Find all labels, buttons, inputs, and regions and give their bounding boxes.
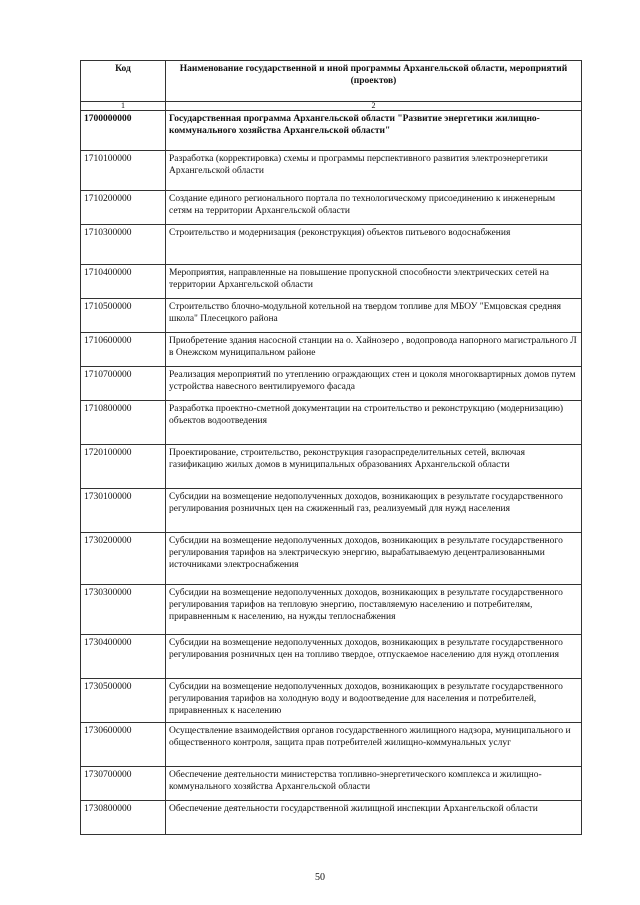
column-index-row bbox=[81, 102, 582, 111]
table-row bbox=[81, 225, 582, 265]
row-code: 1700000000 bbox=[81, 111, 166, 151]
row-code: 1710100000 bbox=[81, 151, 166, 191]
page-number: 50 bbox=[315, 872, 325, 883]
row-name: Разработка проектно-сметной документации на строительство и реконструкцию (модернизацию) объектов водоотведения bbox=[166, 401, 582, 445]
table-row bbox=[81, 489, 582, 533]
row-code: 1730500000 bbox=[81, 679, 166, 723]
row-name: Субсидии на возмещение недополученных доходов, возникающих в результате государственного регулирования тарифов на холодную воду и водоотведение для населения и потребителей, приравненных к населению bbox=[166, 679, 582, 723]
table-row bbox=[81, 401, 582, 445]
table-row bbox=[81, 585, 582, 635]
table-row bbox=[81, 191, 582, 225]
row-code: 1710800000 bbox=[81, 401, 166, 445]
row-code: 1730600000 bbox=[81, 723, 166, 767]
table-row bbox=[81, 679, 582, 723]
header-name: Наименование государственной и иной программы Архангельской области, мероприятий (проектов) bbox=[166, 61, 582, 102]
row-name: Проектирование, строительство, реконструкция газораспределительных сетей, включая газификацию жилых домов в муниципальных образованиях Архангельской области bbox=[166, 445, 582, 489]
row-name: Создание единого регионального портала по технологическому присоединению к инженерным сетям на территории Архангельской области bbox=[166, 191, 582, 225]
program-table bbox=[80, 60, 582, 835]
row-name: Реализация мероприятий по утеплению ограждающих стен и цоколя многоквартирных домов путем устройства навесного вентилируемого фасада bbox=[166, 367, 582, 401]
table-row bbox=[81, 801, 582, 835]
row-code: 1710300000 bbox=[81, 225, 166, 265]
row-name: Обеспечение деятельности государственной жилищной инспекции Архангельской области bbox=[166, 801, 582, 835]
row-name: Строительство блочно-модульной котельной на твердом топливе для МБОУ "Емцовская средняя школа" Плесецкого района bbox=[166, 299, 582, 333]
header-code: Код bbox=[81, 61, 166, 102]
row-name: Субсидии на возмещение недополученных доходов, возникающих в результате государственного регулирования розничных цен на сжиженный газ, реализуемый для нужд населения bbox=[166, 489, 582, 533]
row-code: 1710200000 bbox=[81, 191, 166, 225]
row-name: Субсидии на возмещение недополученных доходов, возникающих в результате государственного регулирования тарифов на тепловую энергию, поставляемую населению и потребителям, приравненным к населению, на нужды теплоснабжения bbox=[166, 585, 582, 635]
row-name: Строительство и модернизация (реконструкция) объектов питьевого водоснабжения bbox=[166, 225, 582, 265]
table-row bbox=[81, 533, 582, 585]
table-header-row bbox=[81, 61, 582, 102]
row-code: 1710600000 bbox=[81, 333, 166, 367]
row-name: Разработка (корректировка) схемы и программы перспективного развития электроэнергетики Архангельской области bbox=[166, 151, 582, 191]
row-code: 1720100000 bbox=[81, 445, 166, 489]
row-code: 1710700000 bbox=[81, 367, 166, 401]
row-name: Обеспечение деятельности министерства топливно-энергетического комплекса и жилищно-коммунального хозяйства Архангельской области bbox=[166, 767, 582, 801]
row-code: 1710500000 bbox=[81, 299, 166, 333]
row-name: Государственная программа Архангельской области "Развитие энергетики жилищно-коммунального хозяйства Архангельской области" bbox=[166, 111, 582, 151]
row-code: 1710400000 bbox=[81, 265, 166, 299]
row-name: Мероприятия, направленные на повышение пропускной способности электрических сетей на территории Архангельской области bbox=[166, 265, 582, 299]
row-name: Субсидии на возмещение недополученных доходов, возникающих в результате государственного регулирования розничных цен на топливо твердое, отпускаемое населению для нужд отопления bbox=[166, 635, 582, 679]
table-row bbox=[81, 299, 582, 333]
table-row bbox=[81, 333, 582, 367]
table-row bbox=[81, 367, 582, 401]
table-row bbox=[81, 151, 582, 191]
row-code: 1730300000 bbox=[81, 585, 166, 635]
table-row bbox=[81, 445, 582, 489]
table-row bbox=[81, 723, 582, 767]
row-name: Осуществление взаимодействия органов государственного жилищного надзора, муниципального и общественного контроля, защита прав потребителей жилищно-коммунальных услуг bbox=[166, 723, 582, 767]
column-index-2: 2 bbox=[166, 102, 582, 111]
row-code: 1730800000 bbox=[81, 801, 166, 835]
table-body bbox=[81, 111, 582, 835]
table-row bbox=[81, 265, 582, 299]
row-name: Субсидии на возмещение недополученных доходов, возникающих в результате государственного регулирования тарифов на электрическую энергию, вырабатываемую децентрализованными источниками электроснабжения bbox=[166, 533, 582, 585]
row-code: 1730400000 bbox=[81, 635, 166, 679]
table-row bbox=[81, 111, 582, 151]
table-row bbox=[81, 635, 582, 679]
row-name: Приобретение здания насосной станции на о. Хайнозеро , водопровода напорного магистрального Л в Онежском муниципальном районе bbox=[166, 333, 582, 367]
column-index-1: 1 bbox=[81, 102, 166, 111]
row-code: 1730200000 bbox=[81, 533, 166, 585]
row-code: 1730100000 bbox=[81, 489, 166, 533]
table-row bbox=[81, 767, 582, 801]
row-code: 1730700000 bbox=[81, 767, 166, 801]
